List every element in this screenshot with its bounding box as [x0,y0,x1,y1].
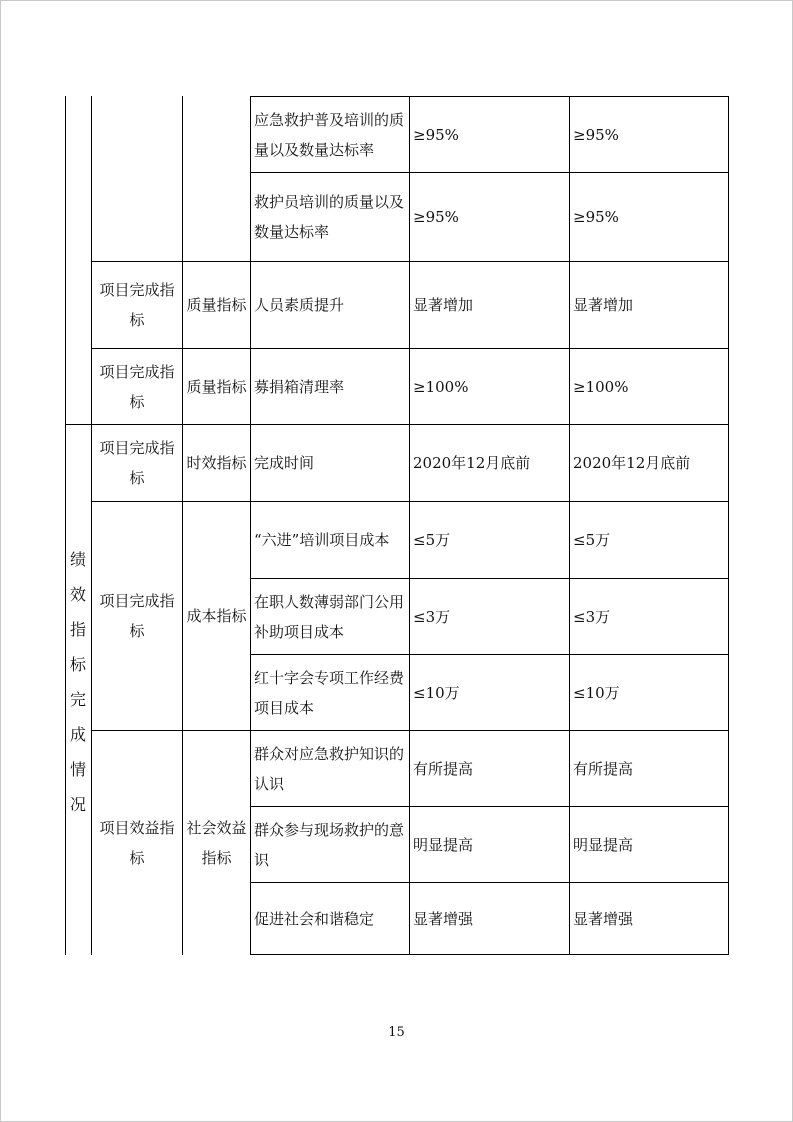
cell-actual: ≥100% [573,377,629,396]
cell-level1: 项目完成指标 [99,592,175,640]
cell-level2: 社会效益指标 [186,818,247,867]
section-label-char: 完 [69,690,86,709]
cell-actual: ≥95% [573,208,619,226]
cell-target: 有所提高 [413,759,474,778]
cell-target: 2020年12月底前 [413,454,531,472]
cell-actual: 显著增强 [573,909,634,928]
cell-actual: 显著增加 [573,296,634,314]
cell-indicator: 人员素质提升 [254,296,345,314]
section-label-char: 指 [69,620,86,639]
table-border-left [65,96,66,955]
section-label-char: 绩 [69,550,86,569]
cell-indicator: 群众对应急救护知识的认识 [254,744,405,793]
cell-target: 显著增加 [413,296,474,314]
cell-indicator: 完成时间 [254,454,315,472]
cell-indicator: 应急救护普及培训的质量以及数量达标率 [254,110,405,159]
cell-target: 显著增强 [413,909,474,928]
cell-level2: 成本指标 [186,607,247,625]
section-label-char: 成 [69,725,86,744]
page-number: 15 [388,1025,405,1040]
cell-level2: 质量指标 [186,377,247,396]
cell-indicator: 红十字会专项工作经费项目成本 [254,668,405,717]
cell-target: ≥100% [413,377,469,396]
cell-actual: 有所提高 [573,759,634,778]
section-label-char: 标 [69,655,86,674]
cell-target: ≥95% [413,208,459,226]
section-label-char: 效 [69,585,86,604]
cell-indicator: 促进社会和谐稳定 [254,909,375,928]
cell-indicator: 在职人数薄弱部门公用补助项目成本 [254,592,405,641]
cell-actual: ≤3万 [573,607,611,626]
table-border-right [728,96,729,955]
section-label [65,542,91,822]
cell-target: ≤5万 [413,531,451,549]
cell-target: ≤3万 [413,607,451,626]
cell-actual: 2020年12月底前 [573,454,691,472]
table-border-bottom [250,954,729,955]
cell-level1: 项目完成指标 [99,439,175,487]
cell-target: 明显提高 [413,835,474,854]
cell-level1: 项目效益指标 [99,818,175,867]
cell-target: ≥95% [413,125,459,144]
cell-indicator: 救护员培训的质量以及数量达标率 [254,193,405,241]
cell-actual: ≤5万 [573,531,611,549]
cell-actual: ≥95% [573,125,619,144]
cell-actual: ≤10万 [573,683,620,702]
section-label-char: 情 [69,760,86,779]
cell-actual: 明显提高 [573,835,634,854]
cell-indicator: 募捐箱清理率 [254,377,345,396]
cell-indicator: “六进”培训项目成本 [254,531,390,549]
cell-level2: 质量指标 [186,296,247,314]
cell-indicator: 群众参与现场救护的意识 [254,820,405,869]
cell-target: ≤10万 [413,683,460,702]
cell-level1: 项目完成指标 [99,362,175,411]
cell-level2: 时效指标 [186,454,247,472]
cell-level1: 项目完成指标 [99,281,175,329]
section-label-char: 况 [69,795,86,814]
